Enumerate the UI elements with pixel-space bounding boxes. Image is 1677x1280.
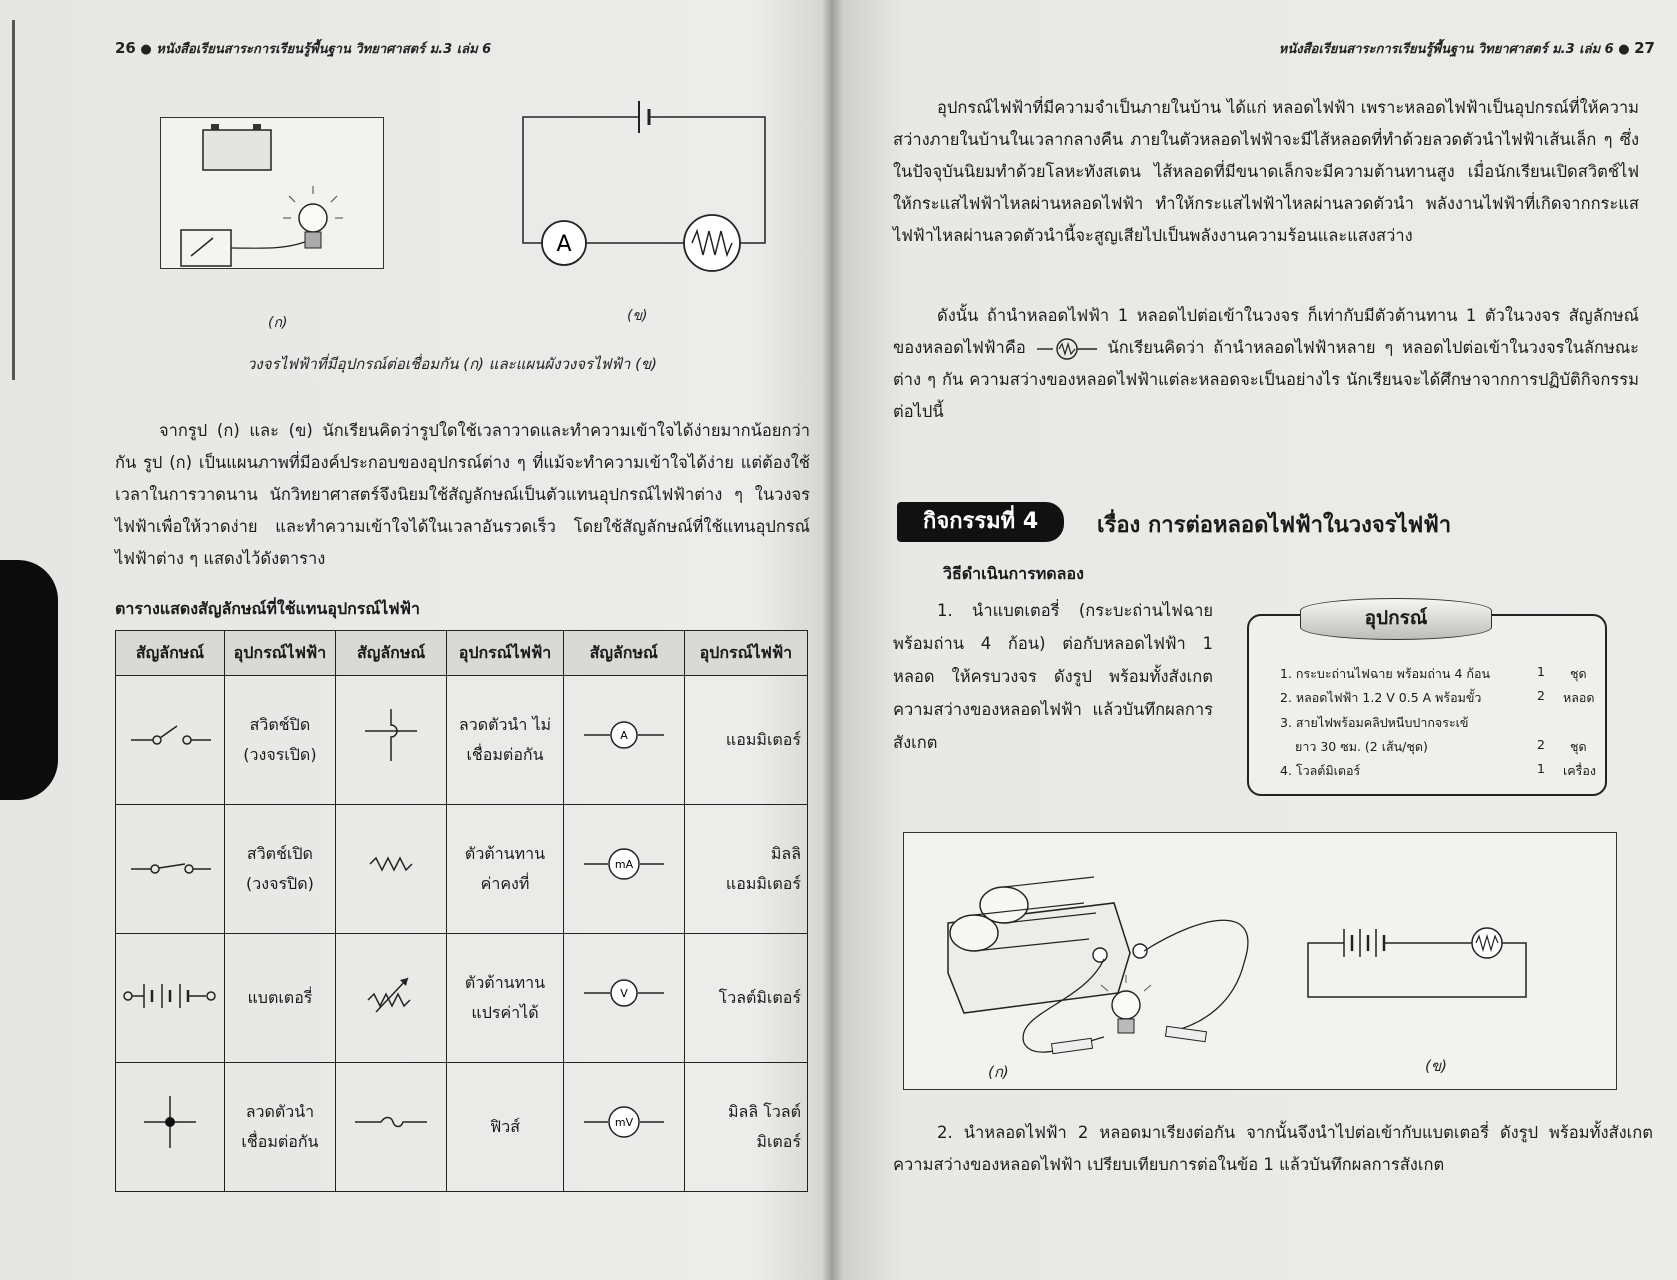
table-cell: แบตเตอรี่ [225,934,336,1063]
left-running-header [115,38,491,59]
milliammeter-symbol [582,846,666,882]
table-cell: สวิตช์ปิด (วงจรเปิด) [225,676,336,805]
table-cell: ลวดตัวนำ ไม่เชื่อมต่อกัน [447,676,563,805]
intro-paragraph [115,415,810,575]
step-text: 1. นำแบตเตอรี่ (กระบะถ่านไฟฉายพร้อมถ่าน 4 ก้อน) ต่อกับหลอดไฟฟ้า 1 หลอด ให้ครบวงจร ดังรูป พร้อมทั้งสังเกตความสว่างของหลอดไฟฟ้า แล้วบันทึกผลการสังเกต [893,601,1213,752]
table-cell: แอมมิเตอร์ [684,676,807,805]
book-title: หนังสือเรียนสาระการเรียนรู้พื้นฐาน วิทยาศาสตร์ ม.3 เล่ม 6 [156,42,492,57]
bulb-paragraph [893,92,1639,252]
fuse-symbol-cell [335,1063,446,1192]
table-row [116,676,808,805]
table-cell: ตัวต้านทาน แปรค่าได้ [447,934,563,1063]
variable-resistor-symbol-cell [335,934,446,1063]
open-switch-symbol-cell [116,676,225,805]
procedure-heading: วิธีดำเนินการทดลอง [943,564,1084,583]
battery-illustration [203,130,271,170]
ammeter-symbol-cell [563,676,684,805]
table-header-cell: สัญลักษณ์ [116,631,225,676]
paragraph-text: อุปกรณ์ไฟฟ้าที่มีความจำเป็นภายในบ้าน ได้แก่ หลอดไฟฟ้า เพราะหลอดไฟฟ้าเป็นอุปกรณ์ที่ให้ความสว่างภายในบ้านในเวลากลางคืน ภายในตัวหลอดไฟฟ้าจะมีไส้หลอดที่ทำด้วยลวดตัวนำไฟฟ้าเส้นเล็ก ๆ ซึ่งในปัจจุบันนิยมทำด้วยโลหะทังสเตน ไส้หลอดที่มีขนาดเล็กจะมีความต้านทานสูง เมื่อนักเรียนเปิดสวิตช์ไฟให้กระแสไฟฟ้าไหลผ่านหลอดไฟฟ้า ทำให้กระแสไฟฟ้าไหลผ่านลวดตัวนำ พลังงานไฟฟ้าที่เกิดจากกระแสไฟฟ้าไหลผ่านลวดตัวนำนี้จะสูญเสียไปเป็นพลังงานความร้อนและแสงสว่าง [893,98,1639,245]
page-number: 27 [1634,39,1655,57]
table-header-cell: อุปกรณ์ไฟฟ้า [225,631,336,676]
crossing-wires-symbol-cell [335,676,446,805]
battery-terminal-negative [253,124,261,130]
experiment-label-b: (ข) [1425,1057,1447,1075]
variable-resistor-symbol [364,970,418,1016]
paragraph-text-part2: นักเรียนคิดว่า ถ้านำหลอดไฟฟ้าหลาย ๆ หลอดไปต่อเข้าในวงจรในลักษณะต่าง ๆ กัน ความสว่างของหลอดไฟฟ้าแต่ละหลอดจะเป็นอย่างไร นักเรียนจะได้ศึกษาจากการปฏิบัติกิจกรรมต่อไปนี้ [893,338,1639,421]
series-paragraph [893,300,1639,428]
pictorial-circuit-drawing [161,118,383,268]
material-unit: ชุด [1570,666,1587,681]
meter-letter: mV [614,1116,633,1129]
fuse-symbol [353,1112,429,1132]
millivoltmeter-symbol-cell [563,1063,684,1192]
table-header-cell: สัญลักษณ์ [335,631,446,676]
table-header-cell: สัญลักษณ์ [563,631,684,676]
table-cell: ฟิวส์ [447,1063,563,1192]
resistor-symbol [366,854,416,874]
material-unit: เครื่อง [1563,763,1596,778]
table-row [116,805,808,934]
activity-badge: กิจกรรมที่ 4 [897,502,1064,542]
figure-caption: วงจรไฟฟ้าที่มีอุปกรณ์ต่อเชื่อมกัน (ก) และแผนผังวงจรไฟฟ้า (ข) [247,355,658,373]
material-unit: ชุด [1570,739,1587,754]
table-cell: โวลต์มิเตอร์ [684,934,807,1063]
left-page [0,0,820,1280]
paragraph-text: จากรูป (ก) และ (ข) นักเรียนคิดว่ารูปใดใช้เวลาวาดและทำความเข้าใจได้ง่ายมากน้อยกว่ากัน รูป (ก) เป็นแผนภาพที่มีองค์ประกอบของอุปกรณ์ต่าง ๆ ที่แม้จะทำความเข้าใจได้ง่าย แต่ต้องใช้เวลาในการวาดนาน นักวิทยาศาสตร์จึงนิยมใช้สัญลักษณ์เป็นตัวแทนอุปกรณ์ไฟฟ้าต่าง ๆ ในวงจรไฟฟ้าเพื่อให้วาดง่าย และทำความเข้าใจได้ในเวลาอันรวดเร็ว โดยใช้สัญลักษณ์ที่ใช้แทนอุปกรณ์ไฟฟ้าต่าง ๆ แสดงไว้ดังตาราง [115,421,810,568]
millivoltmeter-symbol [582,1104,666,1140]
right-running-header [1279,38,1655,59]
material-qty: 1 [1537,664,1545,679]
joined-wires-symbol-cell [116,1063,225,1192]
material-item: 3. สายไฟพร้อมคลิปหนีบปากจระเข้ [1280,715,1469,730]
table-title: ตารางแสดงสัญลักษณ์ที่ใช้แทนอุปกรณ์ไฟฟ้า [115,599,420,618]
figure-label-b: (ข) [627,308,648,324]
step-2 [893,1117,1653,1181]
right-page [835,0,1677,1280]
open-switch-symbol [127,720,213,750]
header-bullet: ● [140,42,152,57]
figure-label-a: (ก) [268,315,288,331]
alligator-clip-left [1051,1038,1092,1053]
activity-title: เรื่อง การต่อหลอดไฟฟ้าในวงจรไฟฟ้า [1097,513,1452,538]
meter-illustration [181,230,231,266]
alligator-clip-right [1165,1026,1206,1041]
meter-letter: mA [614,858,633,871]
table-header-cell: อุปกรณ์ไฟฟ้า [684,631,807,676]
experiment-label-a: (ก) [988,1063,1009,1081]
material-item: 1. กระบะถ่านไฟฉาย พร้อมถ่าน 4 ก้อน [1280,666,1490,681]
table-row [116,1063,808,1192]
voltmeter-symbol [582,976,666,1010]
voltmeter-symbol-cell [563,934,684,1063]
series-circuit-schematic [1308,928,1526,997]
joined-wires-symbol [140,1092,200,1152]
step-text: 2. นำหลอดไฟฟ้า 2 หลอดมาเรียงต่อกัน จากนั้นจึงนำไปต่อเข้ากับแบตเตอรี่ ดังรูป พร้อมทั้งสังเกตความสว่างของหลอดไฟฟ้า เปรียบเทียบการต่อในข้อ 1 แล้วบันทึกผลการสังเกต [893,1123,1653,1174]
material-item: 2. หลอดไฟฟ้า 1.2 V 0.5 A พร้อมขั้ว [1280,690,1482,705]
table-cell: ตัวต้านทาน ค่าคงที่ [447,805,563,934]
pictorial-circuit-figure [160,117,384,269]
table-cell: ลวดตัวนำ เชื่อมต่อกัน [225,1063,336,1192]
materials-title: อุปกรณ์ [1300,598,1492,640]
wire-right [1144,920,1248,1031]
closed-switch-symbol-cell [116,805,225,934]
step-1 [893,594,1213,759]
bulb-inline-symbol [1035,338,1099,360]
material-qty: 2 [1537,688,1545,703]
closed-switch-symbol [127,849,213,879]
bulb-illustration [299,204,327,232]
material-qty: 2 [1537,737,1545,752]
header-bullet: ● [1618,42,1630,57]
schematic-circuit-figure [515,95,771,275]
material-qty: 1 [1537,761,1545,776]
ammeter-symbol [582,720,666,750]
experiment-drawing [904,833,1616,1089]
battery-symbol [122,976,218,1010]
battery-symbol-cell [116,934,225,1063]
page-number: 26 [115,39,136,57]
battery-terminal-positive [211,124,219,130]
table-row [116,934,808,1063]
milliammeter-symbol-cell [563,805,684,934]
table-cell: สวิตช์เปิด (วงจรปิด) [225,805,336,934]
material-item: ยาว 30 ซม. (2 เส้น/ชุด) [1295,739,1428,754]
table-cell: มิลลิ โวลต์มิเตอร์ [684,1063,807,1192]
paragraph-text [893,300,1639,428]
table-header-cell: อุปกรณ์ไฟฟ้า [447,631,563,676]
material-item: 4. โวลต์มิเตอร์ [1280,763,1361,778]
table-header-row [116,631,808,676]
crossing-wires-symbol [361,705,421,765]
table-cell: มิลลิ แอมมิเตอร์ [684,805,807,934]
symbol-table [115,630,808,1192]
paragraph-text-part1: ดังนั้น ถ้านำหลอดไฟฟ้า 1 หลอดไปต่อเข้าในวงจร ก็เท่ากับมีตัวต้านทาน 1 ตัวในวงจร สัญลักษณ์ของหลอดไฟฟ้าคือ [893,306,1639,357]
material-unit: หลอด [1563,690,1595,705]
resistor-symbol-cell [335,805,446,934]
book-title: หนังสือเรียนสาระการเรียนรู้พื้นฐาน วิทยาศาสตร์ ม.3 เล่ม 6 [1278,42,1614,57]
meter-letter: A [619,729,628,742]
meter-letter: V [619,987,628,1000]
battery-holder-illustration [948,877,1147,1013]
experiment-figure [903,832,1617,1090]
ammeter-letter: A [556,232,572,257]
